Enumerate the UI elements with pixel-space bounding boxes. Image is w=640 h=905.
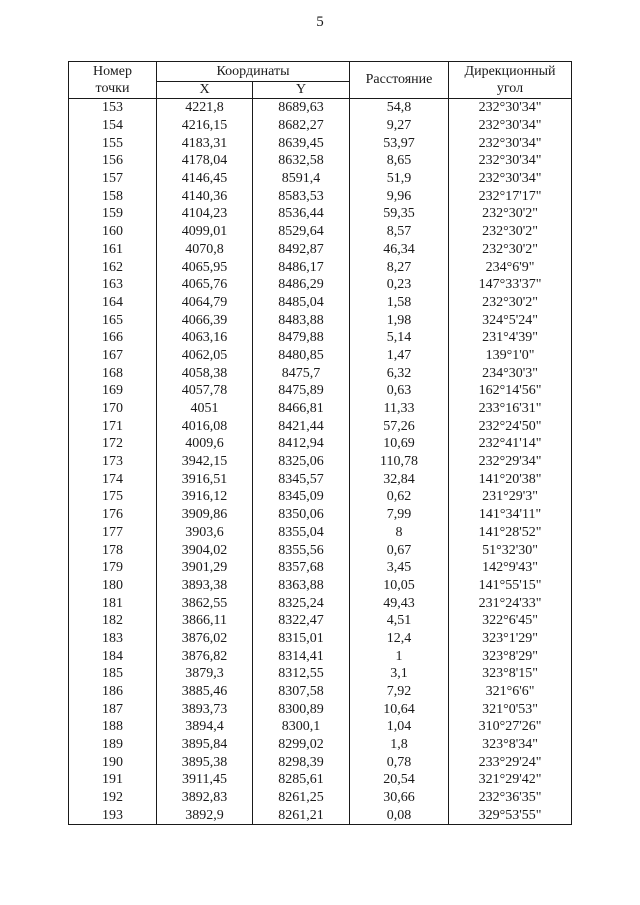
cell-y: 8315,01 (253, 630, 350, 648)
cell-point: 162 (69, 258, 157, 276)
cell-distance: 5,14 (350, 329, 449, 347)
cell-distance: 4,51 (350, 612, 449, 630)
table-row (69, 187, 572, 205)
table-body (69, 99, 572, 825)
cell-angle: 232°41'14" (449, 435, 572, 453)
cell-x: 4104,23 (157, 205, 253, 223)
cell-point: 159 (69, 205, 157, 223)
cell-x: 3904,02 (157, 541, 253, 559)
cell-y: 8485,04 (253, 294, 350, 312)
cell-point: 175 (69, 488, 157, 506)
cell-x: 4016,08 (157, 417, 253, 435)
cell-point: 168 (69, 364, 157, 382)
cell-y: 8325,06 (253, 453, 350, 471)
cell-x: 4051 (157, 400, 253, 418)
cell-x: 3909,86 (157, 506, 253, 524)
cell-x: 4065,76 (157, 276, 253, 294)
cell-x: 3893,73 (157, 700, 253, 718)
cell-distance: 46,34 (350, 241, 449, 259)
cell-distance: 10,05 (350, 577, 449, 595)
cell-y: 8682,27 (253, 117, 350, 135)
cell-angle: 232°30'2" (449, 205, 572, 223)
cell-distance: 8,57 (350, 223, 449, 241)
table-row (69, 152, 572, 170)
cell-y: 8529,64 (253, 223, 350, 241)
cell-y: 8486,17 (253, 258, 350, 276)
cell-angle: 323°8'15" (449, 665, 572, 683)
cell-angle: 232°30'2" (449, 294, 572, 312)
cell-y: 8299,02 (253, 736, 350, 754)
cell-y: 8466,81 (253, 400, 350, 418)
cell-point: 186 (69, 683, 157, 701)
cell-x: 4063,16 (157, 329, 253, 347)
cell-point: 157 (69, 170, 157, 188)
cell-distance: 3,45 (350, 559, 449, 577)
table-row (69, 665, 572, 683)
table-row (69, 470, 572, 488)
cell-y: 8689,63 (253, 99, 350, 117)
cell-distance: 1,47 (350, 347, 449, 365)
cell-x: 4099,01 (157, 223, 253, 241)
table-row (69, 524, 572, 542)
cell-angle: 231°24'33" (449, 594, 572, 612)
header-point-number: Номер точки (69, 62, 157, 99)
cell-angle: 233°29'24" (449, 753, 572, 771)
table-row (69, 506, 572, 524)
table-row (69, 276, 572, 294)
table-row (69, 99, 572, 117)
cell-x: 3903,6 (157, 524, 253, 542)
table-row (69, 364, 572, 382)
cell-point: 173 (69, 453, 157, 471)
cell-y: 8492,87 (253, 241, 350, 259)
cell-x: 4221,8 (157, 99, 253, 117)
cell-x: 3862,55 (157, 594, 253, 612)
table-row (69, 134, 572, 152)
cell-angle: 141°34'11" (449, 506, 572, 524)
cell-x: 3892,83 (157, 789, 253, 807)
table-row (69, 117, 572, 135)
cell-x: 4057,78 (157, 382, 253, 400)
cell-y: 8357,68 (253, 559, 350, 577)
cell-point: 176 (69, 506, 157, 524)
table-row (69, 329, 572, 347)
cell-y: 8486,29 (253, 276, 350, 294)
page-number: 5 (316, 14, 324, 30)
cell-distance: 32,84 (350, 470, 449, 488)
table-row (69, 559, 572, 577)
cell-x: 4064,79 (157, 294, 253, 312)
cell-distance: 49,43 (350, 594, 449, 612)
cell-point: 184 (69, 647, 157, 665)
table-row (69, 435, 572, 453)
cell-x: 3876,82 (157, 647, 253, 665)
cell-distance: 1,8 (350, 736, 449, 754)
cell-angle: 232°30'34" (449, 134, 572, 152)
cell-angle: 142°9'43" (449, 559, 572, 577)
cell-point: 192 (69, 789, 157, 807)
header-coordinates: Координаты (157, 62, 350, 82)
cell-distance: 59,35 (350, 205, 449, 223)
cell-point: 160 (69, 223, 157, 241)
cell-y: 8300,1 (253, 718, 350, 736)
cell-y: 8536,44 (253, 205, 350, 223)
cell-distance: 6,32 (350, 364, 449, 382)
cell-x: 3895,38 (157, 753, 253, 771)
cell-angle: 232°29'34" (449, 453, 572, 471)
cell-distance: 8,27 (350, 258, 449, 276)
cell-angle: 232°30'2" (449, 223, 572, 241)
cell-y: 8261,21 (253, 807, 350, 825)
cell-angle: 162°14'56" (449, 382, 572, 400)
cell-point: 154 (69, 117, 157, 135)
cell-distance: 8 (350, 524, 449, 542)
cell-distance: 51,9 (350, 170, 449, 188)
cell-y: 8307,58 (253, 683, 350, 701)
cell-point: 169 (69, 382, 157, 400)
cell-point: 185 (69, 665, 157, 683)
cell-point: 189 (69, 736, 157, 754)
cell-point: 170 (69, 400, 157, 418)
cell-point: 182 (69, 612, 157, 630)
cell-x: 3901,29 (157, 559, 253, 577)
cell-distance: 10,69 (350, 435, 449, 453)
cell-point: 193 (69, 807, 157, 825)
table-row (69, 223, 572, 241)
cell-y: 8591,4 (253, 170, 350, 188)
cell-y: 8483,88 (253, 311, 350, 329)
cell-point: 180 (69, 577, 157, 595)
cell-angle: 329°53'55" (449, 807, 572, 825)
cell-x: 4066,39 (157, 311, 253, 329)
cell-angle: 232°30'34" (449, 170, 572, 188)
cell-point: 165 (69, 311, 157, 329)
cell-distance: 0,78 (350, 753, 449, 771)
cell-point: 155 (69, 134, 157, 152)
cell-point: 161 (69, 241, 157, 259)
cell-y: 8421,44 (253, 417, 350, 435)
table-row (69, 241, 572, 259)
cell-angle: 324°5'24" (449, 311, 572, 329)
cell-x: 4140,36 (157, 187, 253, 205)
cell-y: 8298,39 (253, 753, 350, 771)
cell-point: 172 (69, 435, 157, 453)
cell-x: 3885,46 (157, 683, 253, 701)
table-row (69, 612, 572, 630)
cell-x: 3879,3 (157, 665, 253, 683)
cell-x: 3942,15 (157, 453, 253, 471)
cell-distance: 12,4 (350, 630, 449, 648)
cell-distance: 1,98 (350, 311, 449, 329)
cell-distance: 110,78 (350, 453, 449, 471)
cell-angle: 232°30'34" (449, 152, 572, 170)
cell-distance: 1 (350, 647, 449, 665)
table-row (69, 647, 572, 665)
cell-x: 4058,38 (157, 364, 253, 382)
cell-angle: 232°24'50" (449, 417, 572, 435)
table-row (69, 736, 572, 754)
cell-distance: 53,97 (350, 134, 449, 152)
cell-point: 158 (69, 187, 157, 205)
table-row (69, 807, 572, 825)
header-y: Y (253, 82, 350, 99)
table-row (69, 753, 572, 771)
cell-angle: 139°1'0" (449, 347, 572, 365)
cell-angle: 321°6'6" (449, 683, 572, 701)
cell-y: 8314,41 (253, 647, 350, 665)
cell-distance: 20,54 (350, 771, 449, 789)
cell-x: 3866,11 (157, 612, 253, 630)
cell-point: 188 (69, 718, 157, 736)
cell-distance: 0,63 (350, 382, 449, 400)
cell-point: 163 (69, 276, 157, 294)
cell-distance: 8,65 (350, 152, 449, 170)
cell-y: 8345,09 (253, 488, 350, 506)
cell-distance: 1,04 (350, 718, 449, 736)
cell-angle: 147°33'37" (449, 276, 572, 294)
table-row (69, 771, 572, 789)
cell-x: 3892,9 (157, 807, 253, 825)
cell-x: 4065,95 (157, 258, 253, 276)
cell-angle: 233°16'31" (449, 400, 572, 418)
cell-distance: 9,96 (350, 187, 449, 205)
cell-x: 4009,6 (157, 435, 253, 453)
cell-x: 4216,15 (157, 117, 253, 135)
cell-point: 153 (69, 99, 157, 117)
cell-point: 179 (69, 559, 157, 577)
cell-x: 4146,45 (157, 170, 253, 188)
cell-angle: 141°28'52" (449, 524, 572, 542)
header-distance: Расстояние (350, 62, 449, 99)
table-header (69, 62, 572, 99)
cell-point: 174 (69, 470, 157, 488)
cell-point: 177 (69, 524, 157, 542)
cell-x: 3916,12 (157, 488, 253, 506)
cell-y: 8412,94 (253, 435, 350, 453)
table-row (69, 382, 572, 400)
cell-y: 8639,45 (253, 134, 350, 152)
cell-point: 190 (69, 753, 157, 771)
cell-y: 8300,89 (253, 700, 350, 718)
cell-distance: 54,8 (350, 99, 449, 117)
table-row (69, 700, 572, 718)
cell-y: 8285,61 (253, 771, 350, 789)
cell-angle: 234°6'9" (449, 258, 572, 276)
cell-distance: 0,23 (350, 276, 449, 294)
cell-distance: 30,66 (350, 789, 449, 807)
cell-angle: 51°32'30" (449, 541, 572, 559)
cell-x: 3895,84 (157, 736, 253, 754)
table-row (69, 541, 572, 559)
header-direction-angle: Дирекционный угол (449, 62, 572, 99)
cell-point: 187 (69, 700, 157, 718)
cell-x: 3894,4 (157, 718, 253, 736)
cell-point: 166 (69, 329, 157, 347)
cell-point: 178 (69, 541, 157, 559)
cell-y: 8583,53 (253, 187, 350, 205)
cell-distance: 7,92 (350, 683, 449, 701)
cell-distance: 1,58 (350, 294, 449, 312)
cell-x: 3911,45 (157, 771, 253, 789)
cell-point: 167 (69, 347, 157, 365)
table-row (69, 488, 572, 506)
table-row (69, 683, 572, 701)
cell-point: 171 (69, 417, 157, 435)
cell-distance: 0,67 (350, 541, 449, 559)
cell-x: 4070,8 (157, 241, 253, 259)
cell-angle: 234°30'3" (449, 364, 572, 382)
cell-point: 164 (69, 294, 157, 312)
cell-angle: 323°1'29" (449, 630, 572, 648)
cell-y: 8312,55 (253, 665, 350, 683)
cell-angle: 232°17'17" (449, 187, 572, 205)
cell-distance: 7,99 (350, 506, 449, 524)
cell-y: 8345,57 (253, 470, 350, 488)
cell-y: 8475,7 (253, 364, 350, 382)
table-row (69, 311, 572, 329)
cell-y: 8355,56 (253, 541, 350, 559)
cell-angle: 322°6'45" (449, 612, 572, 630)
table-row (69, 205, 572, 223)
table-row (69, 258, 572, 276)
cell-y: 8475,89 (253, 382, 350, 400)
cell-angle: 232°30'2" (449, 241, 572, 259)
cell-x: 3893,38 (157, 577, 253, 595)
cell-y: 8322,47 (253, 612, 350, 630)
table-row (69, 170, 572, 188)
cell-x: 4183,31 (157, 134, 253, 152)
cell-angle: 323°8'34" (449, 736, 572, 754)
cell-distance: 0,08 (350, 807, 449, 825)
table-row (69, 594, 572, 612)
cell-point: 183 (69, 630, 157, 648)
cell-angle: 321°29'42" (449, 771, 572, 789)
cell-distance: 0,62 (350, 488, 449, 506)
table-row (69, 453, 572, 471)
table-row (69, 400, 572, 418)
cell-y: 8480,85 (253, 347, 350, 365)
cell-angle: 141°20'38" (449, 470, 572, 488)
cell-angle: 321°0'53" (449, 700, 572, 718)
cell-x: 3876,02 (157, 630, 253, 648)
cell-angle: 232°30'34" (449, 99, 572, 117)
table-row (69, 630, 572, 648)
cell-point: 191 (69, 771, 157, 789)
cell-angle: 231°4'39" (449, 329, 572, 347)
cell-y: 8363,88 (253, 577, 350, 595)
cell-angle: 232°36'35" (449, 789, 572, 807)
cell-angle: 310°27'26" (449, 718, 572, 736)
cell-angle: 231°29'3" (449, 488, 572, 506)
table-row (69, 417, 572, 435)
cell-distance: 9,27 (350, 117, 449, 135)
cell-y: 8355,04 (253, 524, 350, 542)
cell-distance: 57,26 (350, 417, 449, 435)
cell-distance: 11,33 (350, 400, 449, 418)
header-x: X (157, 82, 253, 99)
cell-angle: 232°30'34" (449, 117, 572, 135)
cell-y: 8479,88 (253, 329, 350, 347)
cell-distance: 10,64 (350, 700, 449, 718)
cell-y: 8350,06 (253, 506, 350, 524)
table-row (69, 347, 572, 365)
cell-point: 156 (69, 152, 157, 170)
table-row (69, 718, 572, 736)
table-row (69, 294, 572, 312)
cell-point: 181 (69, 594, 157, 612)
cell-y: 8261,25 (253, 789, 350, 807)
cell-y: 8325,24 (253, 594, 350, 612)
cell-y: 8632,58 (253, 152, 350, 170)
cell-x: 4062,05 (157, 347, 253, 365)
cell-distance: 3,1 (350, 665, 449, 683)
coordinates-table (68, 61, 572, 825)
cell-angle: 141°55'15" (449, 577, 572, 595)
cell-x: 4178,04 (157, 152, 253, 170)
table-row (69, 577, 572, 595)
cell-x: 3916,51 (157, 470, 253, 488)
cell-angle: 323°8'29" (449, 647, 572, 665)
table-row (69, 789, 572, 807)
